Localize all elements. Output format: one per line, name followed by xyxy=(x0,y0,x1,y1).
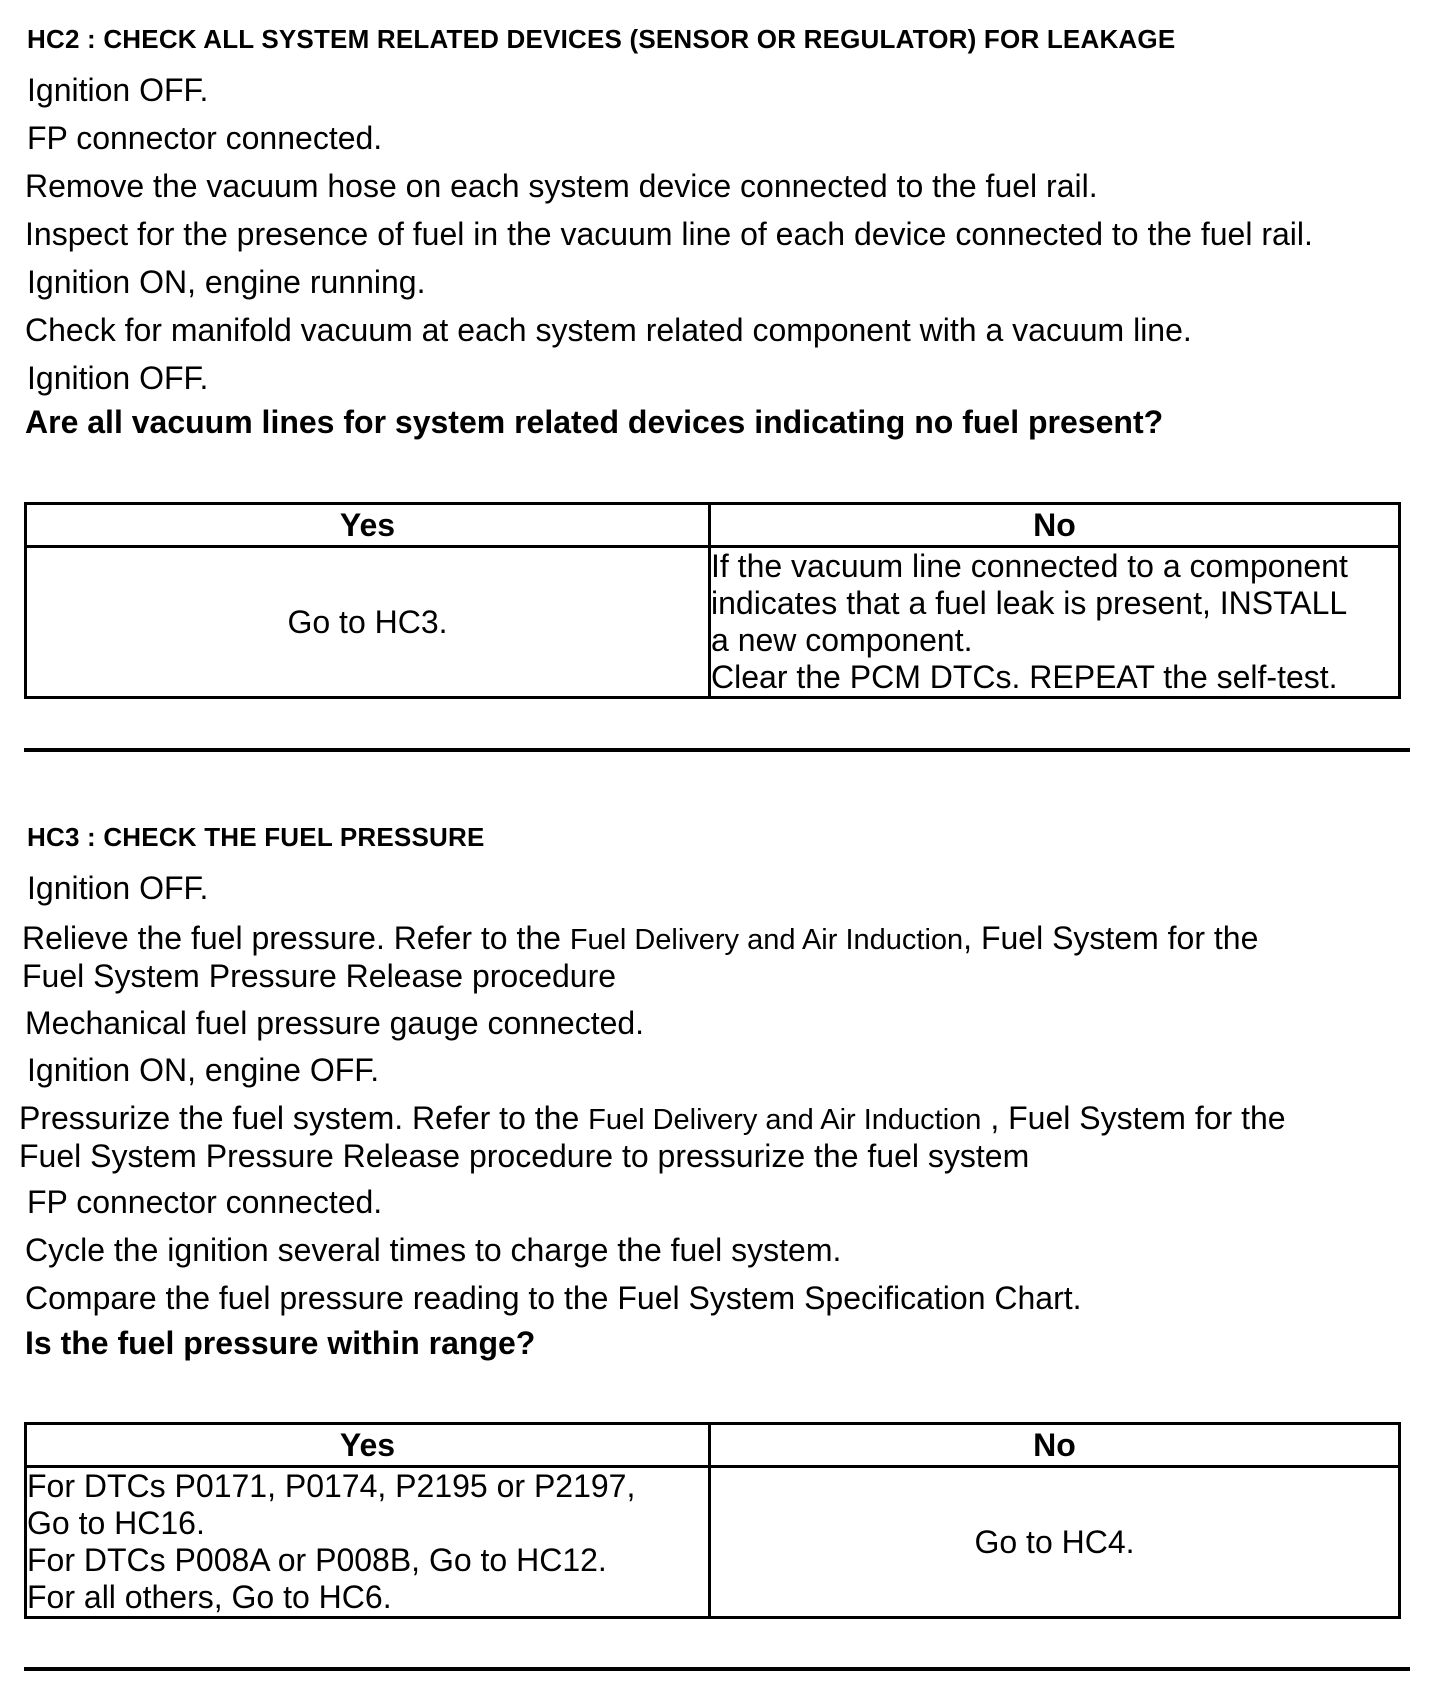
hc3-step-1: Ignition OFF. xyxy=(27,870,209,906)
hc3-step-3: Mechanical fuel pressure gauge connected. xyxy=(25,1005,645,1041)
yes-line-4: For all others, Go to HC6. xyxy=(27,1579,392,1615)
yes-cell xyxy=(26,1467,710,1618)
no-header: No xyxy=(710,1424,1400,1467)
hc3-step-2 xyxy=(22,920,1258,994)
hc3-step-7: Cycle the ignition several times to charge the fuel system. xyxy=(25,1232,842,1268)
hc2-step-5: Ignition ON, engine running. xyxy=(27,264,426,300)
hc2-step-7: Ignition OFF. xyxy=(27,360,209,396)
step-text: Relieve the fuel pressure. Refer to the xyxy=(22,920,570,956)
hc2-result-table xyxy=(24,502,1401,699)
section-divider xyxy=(24,1667,1410,1671)
table-row xyxy=(26,1467,1400,1618)
step-text: , Fuel System for the xyxy=(981,1100,1286,1136)
hc2-step-1: Ignition OFF. xyxy=(27,72,209,108)
step-text: , Fuel System for the xyxy=(963,920,1259,956)
hc2-step-6: Check for manifold vacuum at each system related component with a vacuum line. xyxy=(25,312,1192,348)
hc2-question: Are all vacuum lines for system related devices indicating no fuel present? xyxy=(25,404,1164,440)
reference-link: Fuel Delivery and Air Induction xyxy=(569,924,964,956)
step-text: Fuel System Pressure Release procedure to pressurize the fuel system xyxy=(19,1138,1030,1174)
step-text: Pressurize the fuel system. Refer to the xyxy=(19,1100,589,1136)
yes-line-1: For DTCs P0171, P0174, P2195 or P2197, xyxy=(27,1468,636,1504)
hc3-step-8: Compare the fuel pressure reading to the Fuel System Specification Chart. xyxy=(25,1280,1082,1316)
hc3-step-6: FP connector connected. xyxy=(27,1184,383,1220)
no-line-1: If the vacuum line connected to a component xyxy=(711,548,1348,584)
table-header-row xyxy=(26,1424,1400,1467)
no-cell xyxy=(710,547,1400,698)
hc3-result-table xyxy=(24,1422,1401,1619)
hc3-question: Is the fuel pressure within range? xyxy=(25,1325,536,1361)
hc2-heading: HC2 : CHECK ALL SYSTEM RELATED DEVICES (SENSOR OR REGULATOR) FOR LEAKAGE xyxy=(27,24,1176,54)
yes-cell: Go to HC3. xyxy=(26,547,710,698)
yes-line-3: For DTCs P008A or P008B, Go to HC12. xyxy=(27,1542,607,1578)
yes-header: Yes xyxy=(26,504,710,547)
hc2-step-3: Remove the vacuum hose on each system device connected to the fuel rail. xyxy=(25,168,1098,204)
no-header: No xyxy=(710,504,1400,547)
table-row xyxy=(26,547,1400,698)
step-text: Fuel System Pressure Release procedure xyxy=(22,958,617,994)
no-line-4: Clear the PCM DTCs. REPEAT the self-test. xyxy=(711,659,1338,695)
hc3-step-5 xyxy=(19,1100,1286,1174)
no-cell: Go to HC4. xyxy=(710,1467,1400,1618)
no-line-3: a new component. xyxy=(711,622,973,658)
hc3-heading: HC3 : CHECK THE FUEL PRESSURE xyxy=(27,822,485,852)
yes-header: Yes xyxy=(26,1424,710,1467)
reference-link: Fuel Delivery and Air Induction xyxy=(588,1104,982,1136)
section-divider xyxy=(24,748,1410,752)
yes-line-2: Go to HC16. xyxy=(27,1505,205,1541)
hc2-step-4: Inspect for the presence of fuel in the vacuum line of each device connected to the fuel rail. xyxy=(25,216,1313,252)
hc2-step-2: FP connector connected. xyxy=(27,120,383,156)
table-header-row xyxy=(26,504,1400,547)
hc3-step-4: Ignition ON, engine OFF. xyxy=(27,1052,380,1088)
no-line-2: indicates that a fuel leak is present, INSTALL xyxy=(711,585,1348,621)
